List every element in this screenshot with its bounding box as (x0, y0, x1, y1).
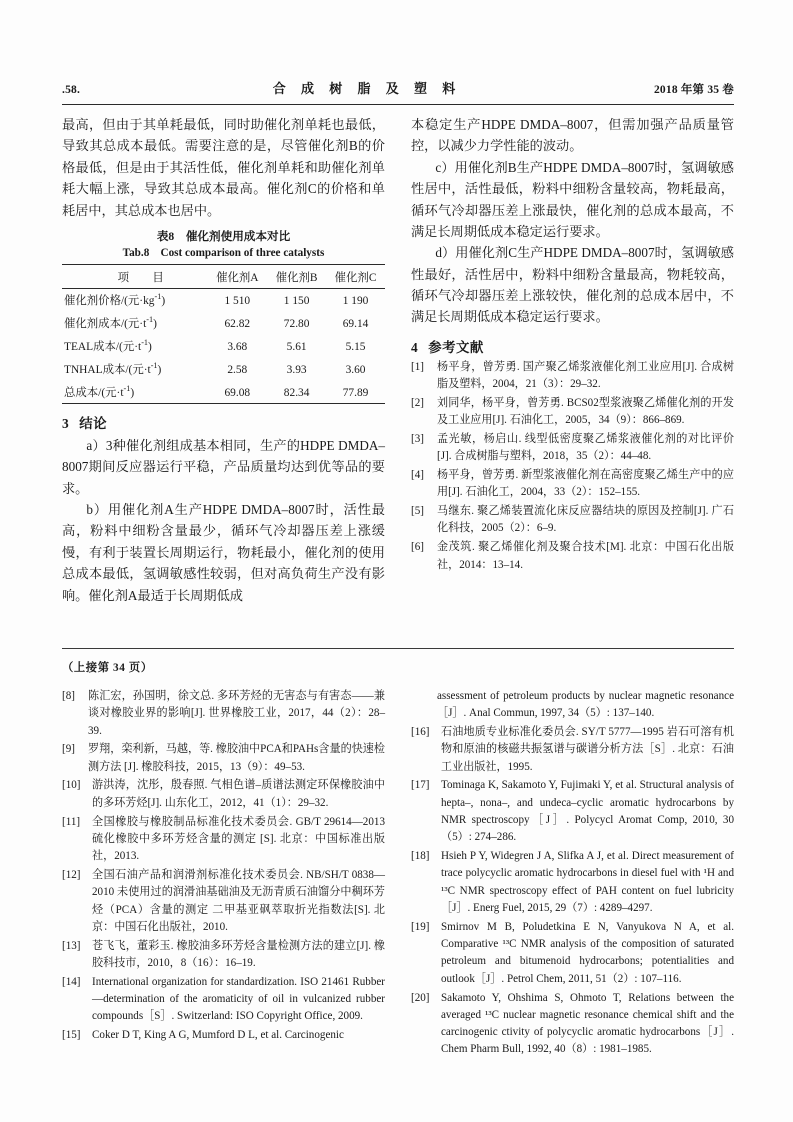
table-cell-catalyst-a: 3.68 (227, 341, 248, 354)
reference-item (411, 467, 734, 502)
reference-number: [3] (411, 432, 424, 445)
reference-item (411, 724, 734, 776)
reference-text: Coker D T, King A G, Mumford D L, et al. Carcinogenic (92, 1029, 344, 1042)
reference-number: [20] (411, 991, 430, 1004)
table-cell-item: TEAL成本/(元$\cdot t^{-1}$) (64, 338, 152, 354)
table-cell-catalyst-c: 77.89 (326, 380, 385, 403)
reference-text: 苍飞飞，董彩玉. 橡胶油多环芳烃含量检测方法的建立[J]. 橡胶科技市，2010，8（16）：16–19. (92, 939, 385, 969)
reference-item (411, 848, 734, 917)
table-row (62, 357, 385, 380)
reference-number: [18] (411, 850, 430, 863)
reference-text: Smirnov M B, Poludetkina E N, Vanyukova N A, et al. Comparative ¹³C NMR analysis of the composition of saturated petroleum and bitumenoid hydrocarbons; potentialities and outlook［J］. Petrol Chem, 2011, 51（2）: 107–116. (441, 920, 734, 985)
table-caption-cn: 表8 催化剂使用成本对比 (156, 229, 291, 243)
reference-item (411, 777, 734, 846)
reference-text: 孟光敏，杨启山. 线型低密度聚乙烯浆液催化剂的对比评价[J]. 合成树脂与塑料，2018，35（2）：44–48. (437, 432, 734, 463)
reference-item (411, 990, 734, 1059)
reference-number: [11] (62, 815, 81, 828)
cost-table-block (62, 228, 385, 404)
conclusion-heading (62, 413, 385, 432)
reference-number: [12] (62, 868, 81, 881)
continued-from-note: （上接第 34 页） (62, 662, 153, 674)
table-cell-catalyst-b: 3.93 (286, 363, 307, 376)
reference-number: [10] (62, 779, 81, 792)
col-header-item: 项 目 (62, 265, 207, 289)
table-cell-catalyst-b: 5.61 (286, 341, 307, 354)
page-number: .58. (62, 84, 81, 96)
reference-item (411, 688, 734, 723)
reference-text: assessment of petroleum products by nuclear magnetic resonance［J］. Anal Commun, 1997, 34（5）: 137–140. (437, 690, 734, 720)
table-row (62, 380, 385, 403)
conclusion-heading-title: 结论 (79, 415, 107, 431)
cost-analysis-paragraph: 最高，但由于其单耗最低，同时助催化剂单耗也最低，导致其总成本最低。需要注意的是，尽管催化剂B的价格最低，但是由于其活性低，催化剂单耗和助催化剂单耗大幅上涨，导致其总成本最高。催化剂C的价格和单耗居中，其总成本也居中。 (62, 117, 385, 218)
reference-text: 全国石油产品和润滑剂标准化技术委员会. NB/SH/T 0838—2010 未使用过的润滑油基础油及无沥青质石油馏分中稠环芳烃（PCA）含量的测定 二甲基亚砜萃取折光指数法[S]. 北京：中国石化出版社，2010. (92, 868, 385, 933)
reference-text: 全国橡胶与橡胶制品标准化技术委员会. GB/T 29614—2013 硫化橡胶中多环芳烃含量的测定 [S]. 北京：中国标准出版社，2013. (92, 815, 385, 863)
references-heading-title: 参考文献 (428, 339, 484, 355)
journal-title: 合 成 树 脂 及 塑 料 (272, 81, 462, 96)
reference-text: 金茂筑. 聚乙烯催化剂及聚合技术[M]. 北京：中国石化出版社，2014：13–14. (437, 541, 734, 571)
reference-text: 罗翔，栾利新，马越，等. 橡胶油中PCA和PAHs含量的快速检测方法 [J]. 橡胶科技，2015，13（9）：49–53. (88, 743, 385, 773)
conclusion-item-d: d）用催化剂C生产HDPE DMDA–8007时，氢调敏感性最好，活性居中，粉料中细粉含量最高，物耗较高，循环气冷却器压差上涨较快，催化剂的总成本居中，不满足长周期低成本稳定运行要求。 (411, 245, 734, 325)
reference-number: [6] (411, 541, 424, 554)
reference-item (62, 814, 385, 866)
table-cell-catalyst-a: 1 510 (224, 295, 251, 308)
reference-item (62, 867, 385, 936)
reference-item (411, 431, 734, 466)
reference-item (411, 539, 734, 574)
reference-item (411, 359, 734, 394)
reference-text: 杨平身，曾芳勇. 国产聚乙烯浆液催化剂工业应用[J]. 合成树脂及塑料，2004，21（3）：29–32. (437, 360, 734, 391)
continued-two-column-area (62, 685, 734, 1060)
reference-item (62, 688, 385, 740)
left-column (62, 114, 385, 606)
running-head (62, 78, 734, 102)
references-heading (411, 337, 734, 356)
reference-number: [15] (62, 1029, 81, 1042)
reference-number: [13] (62, 939, 81, 952)
reference-number: [2] (411, 396, 424, 409)
reference-text: 游洪涛，沈彤，殷春照. 气相色谱–质谱法测定环保橡胶油中的多环芳烃[J]. 山东化工，2012，41（1）：29–32. (92, 779, 385, 809)
table-cell-item: 总成本/(元$\cdot t^{-1}$) (62, 380, 207, 403)
conclusion-item-c: c）用催化剂B生产HDPE DMDA–8007时，氢调敏感性居中，活性最低，粉料中细粉含量较高，物耗最高，循环气冷却器压差上涨最快，催化剂的总成本最高，不满足长周期低成本稳定运行要求。 (411, 159, 734, 239)
reference-item (62, 938, 385, 973)
table-cell-catalyst-c: 69.14 (342, 318, 369, 331)
reference-text: Hsieh P Y, Widegren J A, Slifka A J, et al. Direct measurement of trace polycyclic aromatic hydrocarbons in diesel fuel with ¹H and ¹³C NMR spectroscopy effect of PAH content on fuel lubricity［J］. Energ Fuel, 2015, 29（7）: 4289–4297. (441, 850, 734, 915)
conclusion-heading-number: 3 (62, 415, 70, 431)
cost-comparison-table (62, 264, 385, 404)
page-content (62, 78, 734, 606)
continued-right-column (411, 685, 734, 1060)
table-cell-catalyst-b: 72.80 (283, 318, 310, 331)
col-header-catalyst-a: 催化剂A (207, 265, 267, 289)
conclusion-item-b-continued: 本稳定生产HDPE DMDA–8007，但需加强产品质量管控，以减少力学性能的波动。 (411, 117, 734, 154)
table-cell-catalyst-a: 2.58 (227, 363, 248, 376)
reference-list-continued-left (62, 688, 385, 1044)
reference-list-main (411, 359, 734, 574)
reference-number: [4] (411, 469, 424, 482)
col-header-catalyst-c: 催化剂C (326, 265, 385, 289)
table-cell-catalyst-c: 1 190 (342, 295, 369, 308)
table-cell-item: 催化剂价格/(元$\cdot kg^{-1}$) (64, 292, 166, 308)
reference-item (62, 974, 385, 1026)
table-header (62, 265, 385, 289)
table-cell-catalyst-c: 5.15 (345, 341, 366, 354)
reference-number: [8] (62, 690, 75, 702)
conclusion-item-a: a）3种催化剂组成基本相同，生产的HDPE DMDA–8007期间反应器运行平稳，产品质量均达到优等品的要求。 (62, 437, 385, 496)
table-header-row (62, 265, 385, 289)
reference-number: [9] (62, 743, 75, 756)
references-heading-number: 4 (411, 339, 419, 355)
reference-text: 马继东. 聚乙烯装置流化床反应器结块的原因及控制[J]. 广石化科技，2005（2）：6–9. (437, 505, 734, 535)
table-row (62, 289, 385, 312)
reference-item (62, 741, 385, 776)
reference-number: [1] (411, 360, 424, 373)
reference-item (62, 777, 385, 812)
reference-text: Sakamoto Y, Ohshima S, Ohmoto T, Relations between the averaged ¹³C nuclear magnetic resonance chemical shift and the carcinogenic ctivity of polycyclic aromatic hydrocarbons［J］. Chem Pharm Bull, 1992, 40（8）: 1981–1985. (441, 991, 734, 1056)
table-body (62, 289, 385, 404)
reference-text: Tominaga K, Sakamoto Y, Fujimaki Y, et al. Structural analysis of hepta–, nona–, and undeca–cyclic aromatic hydrocarbons by NMR spectroscopy［J］. Polycycl Aromat Comp, 2010, 30（5）: 274–286. (441, 779, 734, 844)
table-cell-catalyst-c: 3.60 (345, 363, 366, 376)
reference-text: 杨平身，曾芳勇. 新型浆液催化剂在高密度聚乙烯生产中的应用[J]. 石油化工，2004，33（2）：152–155. (437, 469, 734, 499)
reference-text: 石油地质专业标准化委员会. SY/T 5777—1995 岩石可溶有机物和原油的核磁共振氢谱与碳谱分析方法［S］. 北京：石油工业出版社，1995. (441, 726, 734, 773)
reference-item (411, 395, 734, 430)
table-row (62, 312, 385, 335)
table-cell-item: TNHAL成本/(元$\cdot t^{-1}$) (64, 361, 162, 376)
reference-item (411, 503, 734, 538)
reference-number: [14] (62, 975, 81, 988)
header-divider (62, 104, 734, 105)
table-cell-catalyst-a: 69.08 (207, 380, 267, 403)
table-cell-item: 催化剂成本/(元$\cdot t^{-1}$) (64, 315, 157, 331)
reference-text: 陈汇宏，孙国明，徐文总. 多环芳烃的无害态与有害态——兼谈对橡胶业界的影响[J]. 世界橡胶工业，2017，44（2）：28–39. (88, 690, 385, 737)
continued-article-block (62, 648, 734, 1060)
table-cell-catalyst-b: 1 150 (283, 295, 310, 308)
volume-info: 2018 年第 35 卷 (653, 84, 734, 96)
reference-number: [16] (411, 726, 430, 739)
continued-left-column (62, 685, 385, 1060)
reference-text: International organization for standardization. ISO 21461 Rubber—determination of the aromaticity of oil in vulcanized rubber compounds［S］. Switzerland: ISO Copyright Office, 2009. (92, 975, 385, 1023)
table-row (62, 335, 385, 358)
reference-number: [17] (411, 779, 430, 792)
continued-divider (62, 648, 734, 649)
reference-item (411, 919, 734, 988)
col-header-catalyst-b: 催化剂B (267, 265, 326, 289)
table-caption-en: Tab.8 Cost comparison of three catalysts (122, 247, 325, 260)
reference-number: [19] (411, 920, 430, 933)
table-cell-catalyst-b: 82.34 (267, 380, 326, 403)
reference-number: [5] (411, 505, 424, 518)
reference-item (62, 1027, 385, 1044)
right-column (411, 114, 734, 606)
conclusion-item-b: b）用催化剂A生产HDPE DMDA–8007时，活性最高，粉料中细粉含量最少，循环气冷却器压差上涨缓慢，有利于装置长周期运行，物耗最小，催化剂的使用总成本最低，氢调敏感性较弱，但对高负荷生产没有影响。催化剂A最适于长周期低成 (62, 502, 385, 603)
main-two-column-area (62, 114, 734, 606)
table-cell-catalyst-a: 62.82 (224, 318, 251, 331)
reference-text: 刘同华，杨平身，曾芳勇. BCS02型浆液聚乙烯催化剂的开发及工业应用[J]. 石油化工，2005，34（9）：866–869. (437, 396, 734, 427)
reference-list-continued-right (411, 688, 734, 1059)
